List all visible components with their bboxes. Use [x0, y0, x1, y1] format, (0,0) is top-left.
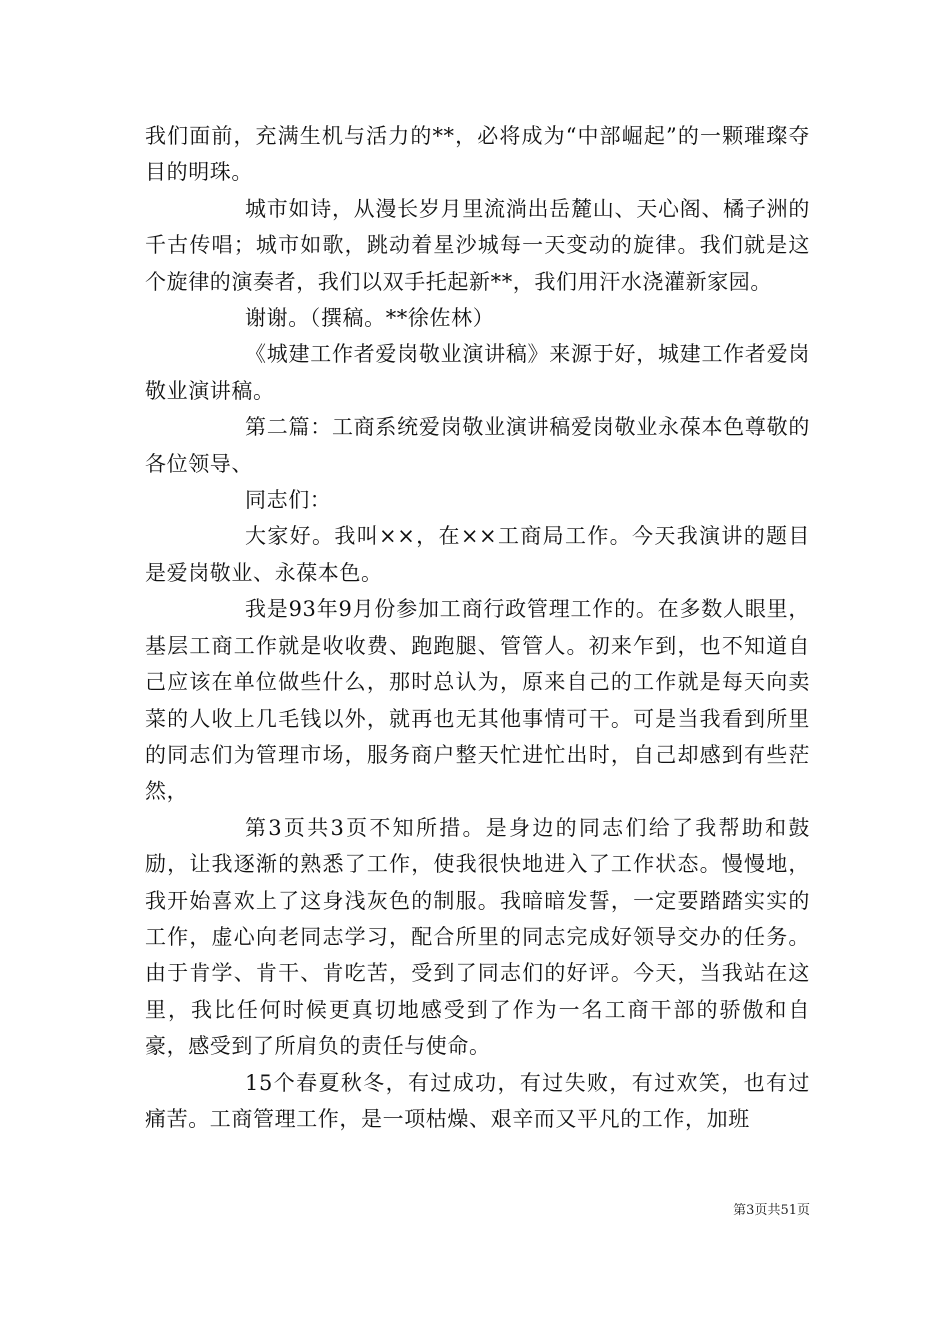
paragraph-greeting: 大家好。我叫××，在××工商局工作。今天我演讲的题目是爱岗敬业、永葆本色。	[145, 524, 810, 585]
paragraph-learning-experience: 第3页共3页不知所措。是身边的同志们给了我帮助和鼓励，让我逐渐的熟悉了工作，使我很快地进入了工作状态。慢慢地，我开始喜欢上了这身浅灰色的制服。我暗暗发誓，一定要踏踏实实的工作，虚心向老同志学习，配合所里的同志完成好领导交办的任务。由于肯学、肯干、肯吃苦，受到了同志们的好评。今天，当我站在这里，我比任何时候更真切地感受到了作为一名工商干部的骄傲和自豪，感受到了所肩负的责任与使命。	[145, 815, 810, 1059]
paragraph-continuation: 我们面前，充满生机与活力的**，必将成为“中部崛起”的一颗璀璨夺目的明珠。	[145, 124, 810, 185]
page-number-footer: 第3页共51页	[733, 1203, 810, 1218]
paragraph-thanks: 谢谢。（撰稿。**徐佐林）	[245, 306, 495, 331]
paragraph-salutation: 同志们：	[245, 488, 332, 513]
paragraph-city-poem: 城市如诗，从漫长岁月里流淌出岳麓山、天心阁、橘子洲的千古传唱；城市如歌，跳动着星沙城每一天变动的旋律。我们就是这个旋律的演奏者，我们以双手托起新**，我们用汗水浇灌新家园。	[145, 196, 810, 294]
document-body	[145, 118, 810, 1137]
paragraph-fifteen-years: 15个春夏秋冬，有过成功，有过失败，有过欢笑，也有过痛苦。工商管理工作，是一项枯燥、艰辛而又平凡的工作，加班	[145, 1070, 810, 1131]
paragraph-second-speech-title: 第二篇：工商系统爱岗敬业演讲稿爱岗敬业永葆本色尊敬的各位领导、	[145, 415, 810, 476]
paragraph-source-note: 《城建工作者爱岗敬业演讲稿》来源于好，城建工作者爱岗敬业演讲稿。	[145, 342, 810, 403]
paragraph-work-history: 我是93年9月份参加工商行政管理工作的。在多数人眼里，基层工商工作就是收收费、跑跑腿、管管人。初来乍到，也不知道自己应该在单位做些什么，那时总认为，原来自己的工作就是每天向卖菜的人收上几毛钱以外，就再也无其他事情可干。可是当我看到所里的同志们为管理市场，服务商户整天忙进忙出时，自己却感到有些茫然，	[145, 597, 810, 804]
